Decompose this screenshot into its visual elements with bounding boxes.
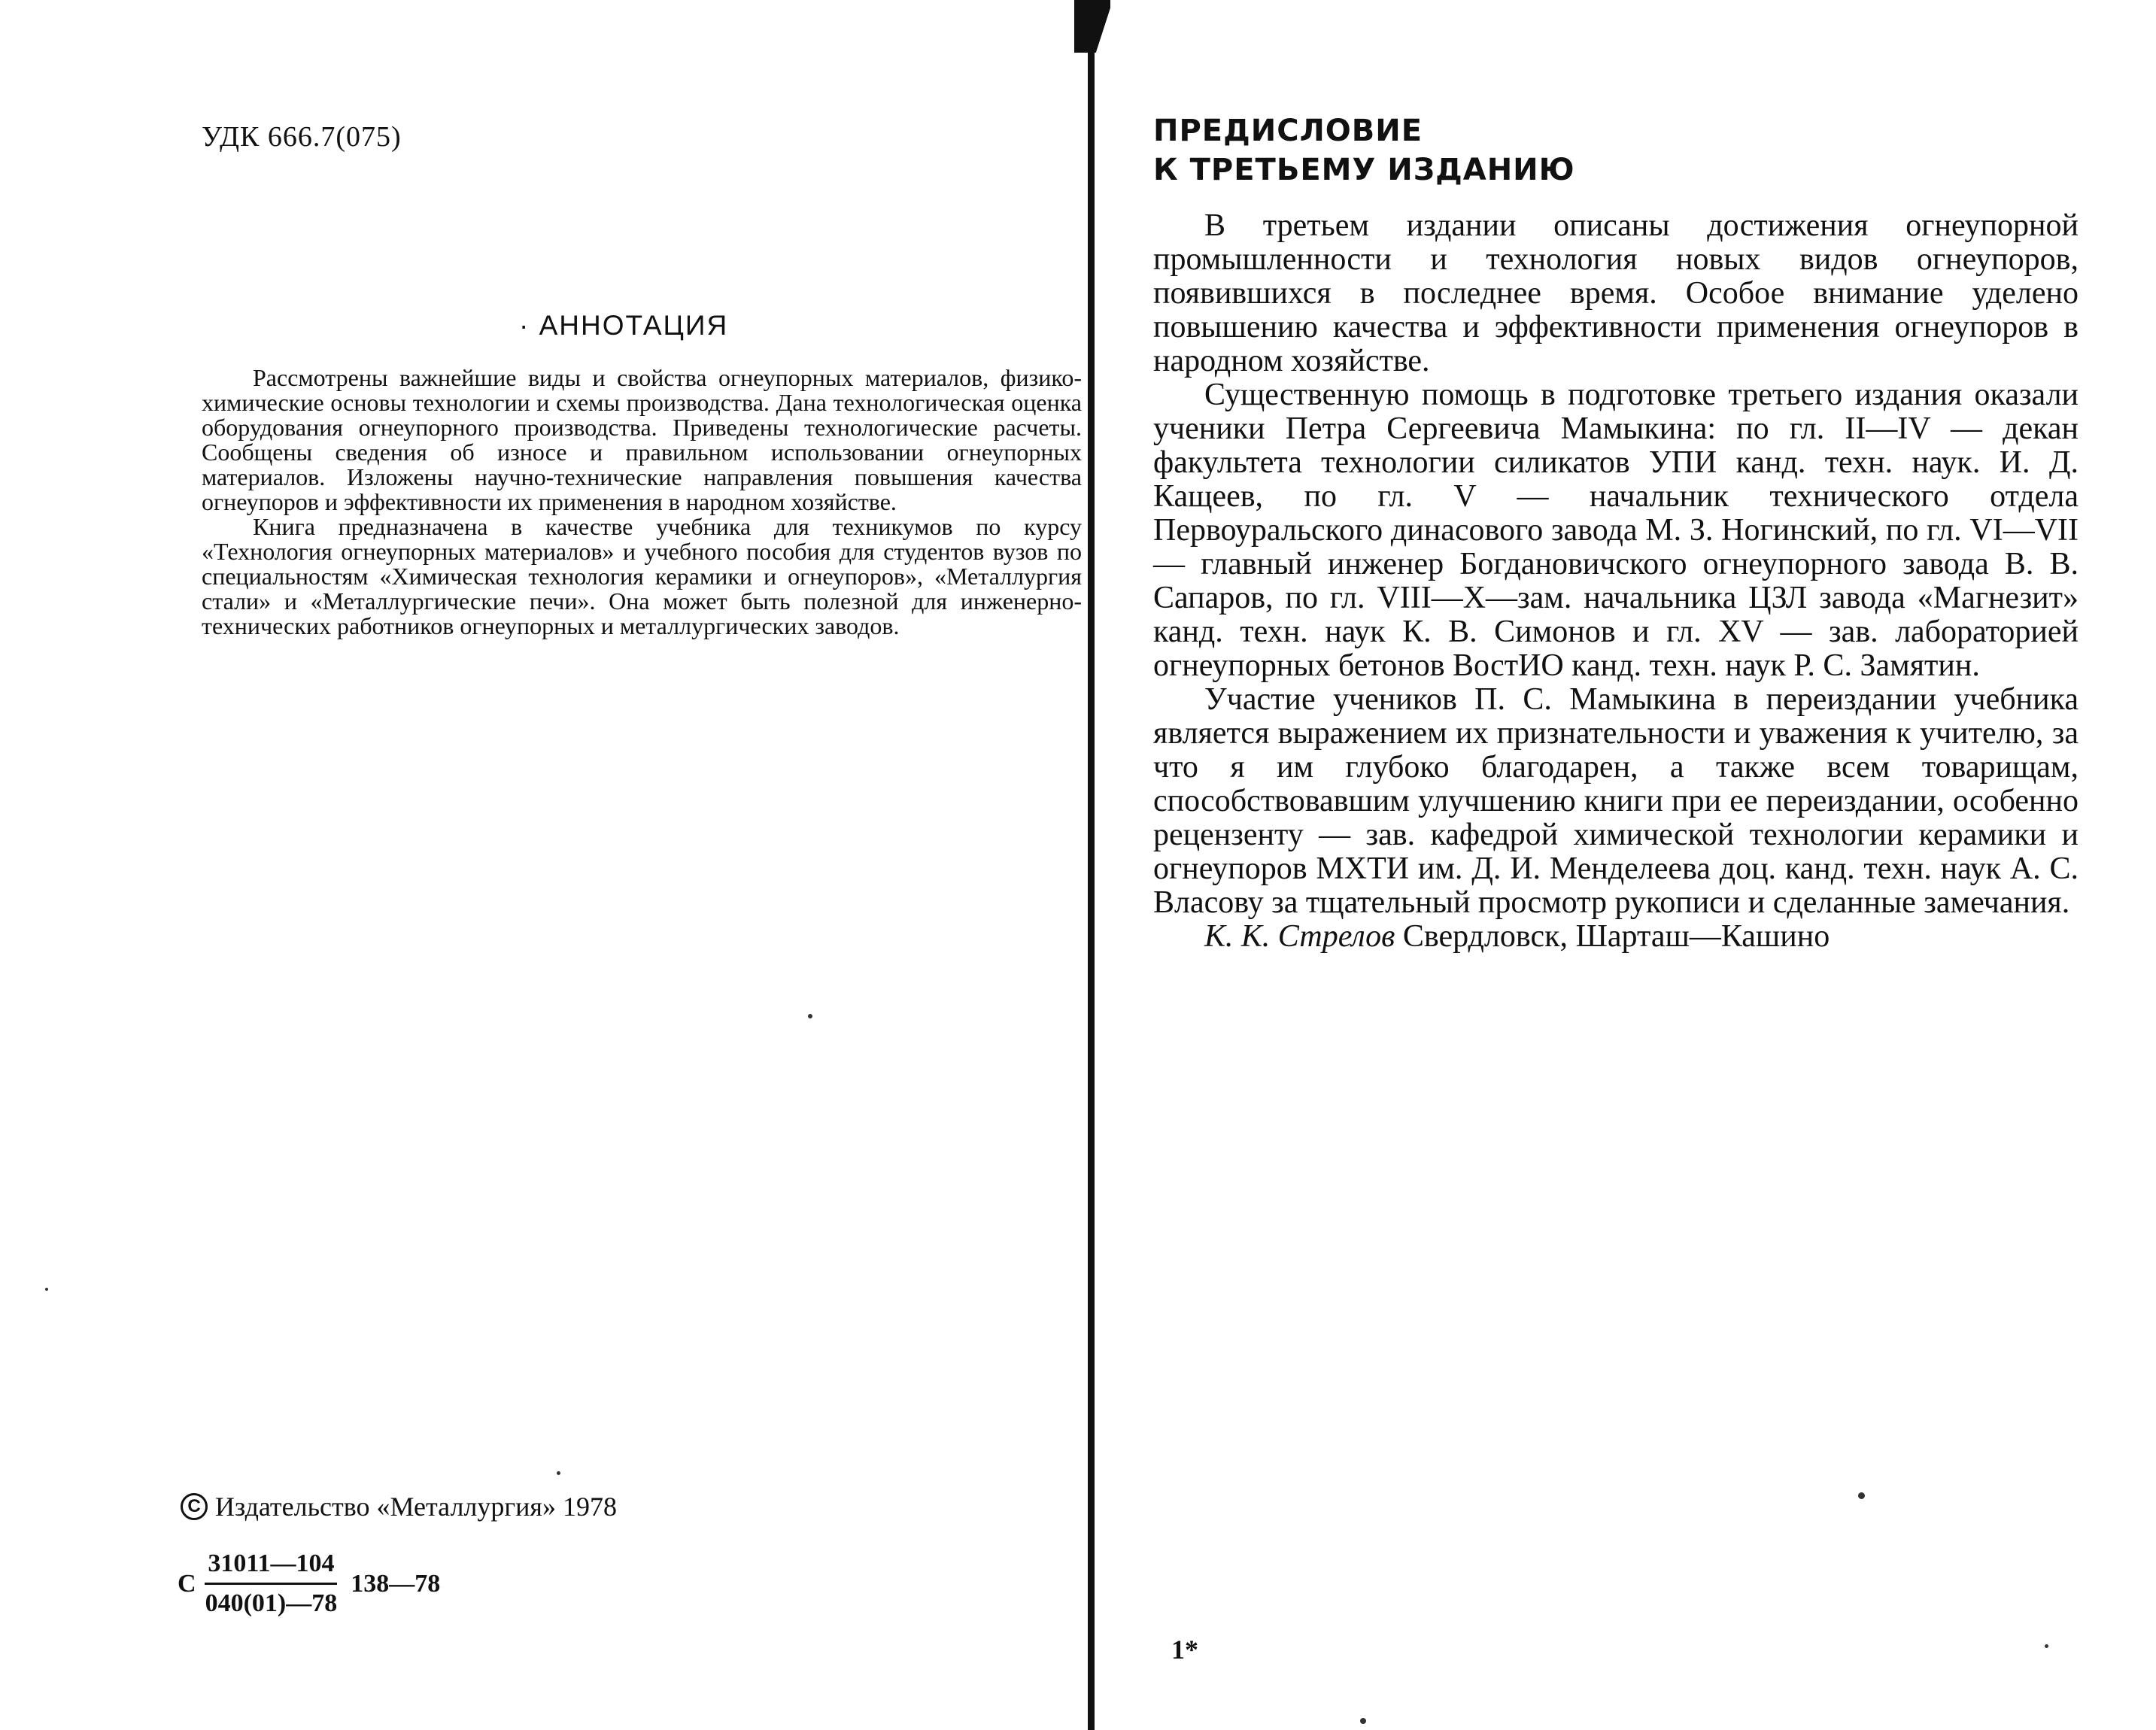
copyright-text: Издательство «Металлургия» 1978 xyxy=(215,1492,617,1522)
preface-title-line: К ТРЕТЬЕМУ ИЗДАНИЮ xyxy=(1153,153,1575,187)
scan-speck xyxy=(1360,1718,1366,1724)
preface-paragraph: В третьем издании описаны достижения огнеупорной промышленности и технология новых видов огнеупоров, появившихся в последнее время. Особое внимание уделено повышению качества и эффективности применения огнеупоров в народном хозяйстве. xyxy=(1153,208,2079,378)
annotation-paragraph: Книга предназначена в качестве учебника для техникумов по курсу «Технология огнеупорных материалов» и учебного пособия для студентов вузов по специальностям «Химическая технология керамики и огнеупоров», «Металлургия стали» и «Металлургические печи». Она может быть полезной для инженерно-технических работников огнеупорных и металлургических заводов. xyxy=(202,513,1082,639)
page-number: 1* xyxy=(1171,1634,1198,1665)
preface-title-line: ПРЕДИСЛОВИЕ xyxy=(1153,114,1423,148)
index-numerator: 31011—104 xyxy=(205,1549,337,1585)
scan-speck xyxy=(2045,1644,2048,1648)
scan-speck xyxy=(808,1014,812,1018)
scan-speck xyxy=(1858,1492,1865,1499)
index-fraction xyxy=(202,1549,341,1618)
index-suffix: 138—78 xyxy=(351,1569,441,1598)
copyright-line xyxy=(181,1491,617,1522)
index-prefix: С xyxy=(178,1569,196,1598)
publication-index xyxy=(178,1549,440,1618)
copyright-icon: C xyxy=(181,1493,208,1520)
signature-place: Свердловск, Шарташ—Кашино xyxy=(1402,919,1830,954)
preface-paragraph: Участие учеников П. С. Мамыкина в переиздании учебника является выражением их признательности и уважения к учителю, за что я им глубоко благодарен, а также всем товарищам, способствовавшим улучшению книги при ее переиздании, особенно рецензенту — зав. кафедрой химической технологии керамики и огнеупоров МХТИ им. Д. И. Менделеева доц. канд. техн. наук А. С. Власову за тщательный просмотр рукописи и сделанные замечания. xyxy=(1153,682,2079,920)
preface-paragraph: Существенную помощь в подготовке третьего издания оказали ученики Петра Сергеевича Мамыкина: по гл. II—IV — декан факультета технологии силикатов УПИ канд. техн. наук. И. Д. Кащеев, по гл. V — начальник технического отдела Первоуральского динасового завода М. З. Ногинский, по гл. VI—VII — главный инженер Богдановичского огнеупорного завода В. В. Сапаров, по гл. VIII—X—зам. начальника ЦЗЛ завода «Магнезит» канд. техн. наук К. В. Симонов и гл. XV — зав. лабораторией огнеупорных бетонов ВостИО канд. техн. наук Р. С. Замятин. xyxy=(1153,378,2079,683)
right-page xyxy=(1110,0,2156,1730)
signature xyxy=(1153,920,2079,954)
scan-speck xyxy=(557,1471,560,1475)
scan-speck xyxy=(45,1288,48,1291)
annotation-paragraph: Рассмотрены важнейшие виды и свойства огнеупорных материалов, физико-химические основы технологии и схемы производства. Дана технологическая оценка оборудования огнеупорного производства. Приведены технологические расчеты. Сообщены сведения об износе и правильном использовании огнеупорных материалов. Изложены научно-технические направления повышения качества огнеупоров и эффективности их применения в народном хозяйстве. xyxy=(202,364,1082,515)
annotation-title: · АННОТАЦИЯ xyxy=(519,310,729,341)
spine-line xyxy=(1088,0,1095,1730)
index-denominator: 040(01)—78 xyxy=(205,1589,338,1617)
preface-title xyxy=(1153,111,1575,190)
signature-author: К. К. Стрелов xyxy=(1204,919,1395,954)
udk-code: УДК 666.7(075) xyxy=(202,121,402,153)
preface-body xyxy=(1153,209,2079,954)
annotation-text xyxy=(202,366,1082,639)
